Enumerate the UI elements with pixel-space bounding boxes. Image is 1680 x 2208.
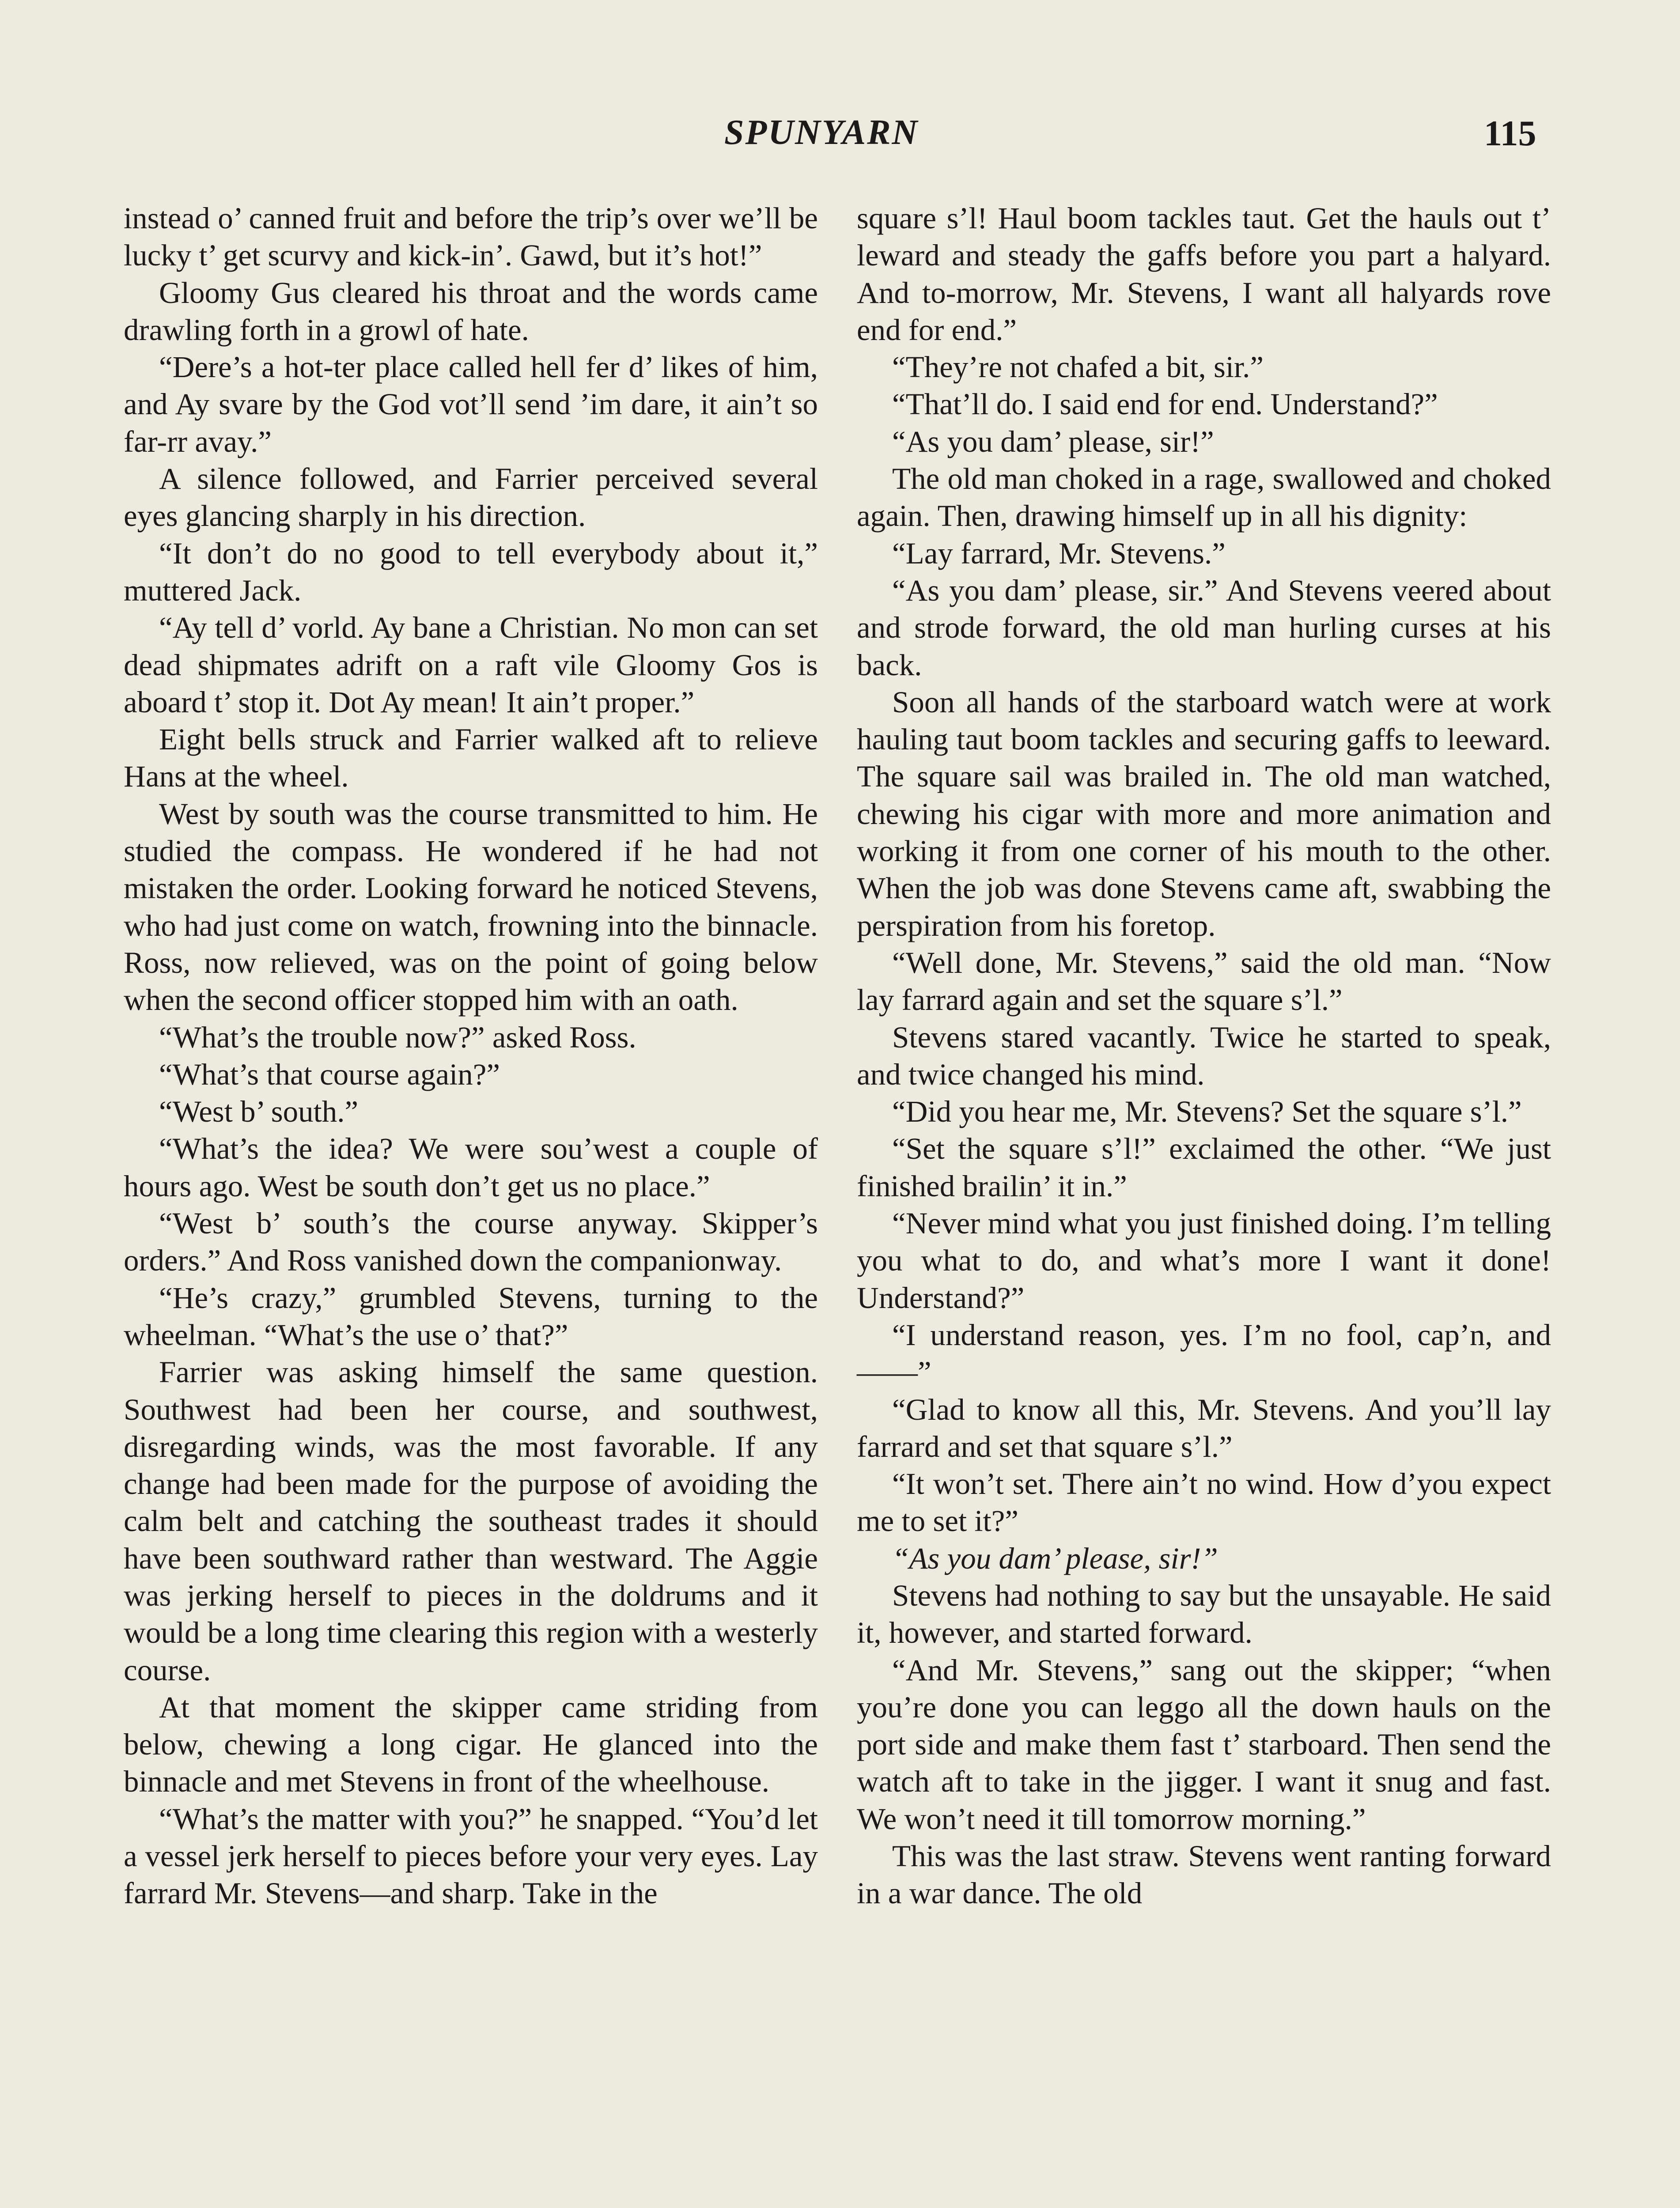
- paragraph: “West b’ south’s the course anyway. Skipper’s orders.” And Ross vanished down the companionway.: [124, 1206, 818, 1278]
- paragraph: “Lay farrard, Mr. Stevens.”: [892, 536, 1226, 570]
- left-column: [124, 200, 818, 1912]
- paragraph: The old man choked in a rage, swallowed and choked again. Then, drawing himself up in all his dignity:: [857, 462, 1551, 533]
- paragraph: Farrier was asking himself the same question. Southwest had been her course, and southwest, disregarding winds, was the most favorable. If any change had been made for the purpose of avoiding the calm belt and catching the southeast trades it should have been southward rather than westward. The Aggie was jerking herself to pieces in the doldrums and it would be a long time clearing this region with a westerly course.: [124, 1355, 818, 1687]
- paragraph: square s’l! Haul boom tackles taut. Get the hauls out t’ leward and steady the gaffs before you part a halyard. And to-morrow, Mr. Stevens, I want all halyards rove end for end.”: [857, 201, 1551, 347]
- paragraph: “West b’ south.”: [159, 1095, 359, 1129]
- paragraph: Stevens had nothing to say but the unsayable. He said it, however, and started forward.: [857, 1578, 1551, 1650]
- paragraph: “As you dam’ please, sir!”: [892, 424, 1214, 458]
- page-header: [0, 113, 1680, 166]
- paragraph: “And Mr. Stevens,” sang out the skipper; “when you’re done you can leggo all the down hauls on the port side and make them fast t’ starboard. Then send the watch aft to take in the jigger. I want it snug and fast. We won’t need it till tomorrow morning.”: [857, 1653, 1551, 1836]
- paragraph: A silence followed, and Farrier perceived several eyes glancing sharply in his direction.: [124, 462, 818, 533]
- paragraph: “As you dam’ please, sir!”: [892, 1541, 1218, 1575]
- paragraph: This was the last straw. Stevens went ranting forward in a war dance. The old: [857, 1839, 1551, 1910]
- paragraph: “It won’t set. There ain’t no wind. How d’you expect me to set it?”: [857, 1467, 1551, 1538]
- paragraph: “Dere’s a hot-ter place called hell fer d’ likes of him, and Ay svare by the God vot’ll send ’im dare, it ain’t so far-rr avay.”: [124, 350, 818, 458]
- paragraph: “What’s the idea? We were sou’west a couple of hours ago. West be south don’t get us no place.”: [124, 1132, 818, 1203]
- paragraph: “Well done, Mr. Stevens,” said the old man. “Now lay farrard again and set the square s’l.”: [857, 945, 1551, 1017]
- paragraph: Gloomy Gus cleared his throat and the words came drawling forth in a growl of hate.: [124, 276, 818, 347]
- paragraph: “That’ll do. I said end for end. Understand?”: [892, 387, 1438, 421]
- paragraph: instead o’ canned fruit and before the trip’s over we’ll be lucky t’ get scurvy and kick-in’. Gawd, but it’s hot!”: [124, 201, 818, 272]
- paragraph: “Set the square s’l!” exclaimed the other. “We just finished brailin’ it in.”: [857, 1132, 1551, 1203]
- paragraph: “I understand reason, yes. I’m no fool, cap’n, and——”: [857, 1318, 1551, 1389]
- paragraph: “What’s the matter with you?” he snapped. “You’d let a vessel jerk herself to pieces before your very eyes. Lay farrard Mr. Stevens—and sharp. Take in the: [124, 1802, 818, 1910]
- paragraph: “Never mind what you just finished doing. I’m telling you what to do, and what’s more I want it done! Understand?”: [857, 1206, 1551, 1315]
- paragraph: “Glad to know all this, Mr. Stevens. And you’ll lay farrard and set that square s’l.”: [857, 1392, 1551, 1463]
- paragraph: “What’s that course again?”: [159, 1057, 500, 1091]
- paragraph: “Did you hear me, Mr. Stevens? Set the square s’l.”: [892, 1095, 1522, 1129]
- paragraph: “Ay tell d’ vorld. Ay bane a Christian. No mon can set dead shipmates adrift on a raft vile Gloomy Gos is aboard t’ stop it. Dot Ay mean! It ain’t proper.”: [124, 611, 818, 719]
- paragraph: Soon all hands of the starboard watch were at work hauling taut boom tackles and securing gaffs to leeward. The square sail was brailed in. The old man watched, chewing his cigar with more and more animation and working it from one corner of his mouth to the other. When the job was done Stevens came aft, swabbing the perspiration from his foretop.: [857, 685, 1551, 942]
- paragraph: At that moment the skipper came striding from below, chewing a long cigar. He glanced into the binnacle and met Stevens in front of the wheelhouse.: [124, 1690, 818, 1799]
- paragraph: “He’s crazy,” grumbled Stevens, turning to the wheelman. “What’s the use o’ that?”: [124, 1281, 818, 1352]
- paragraph: West by south was the course transmitted to him. He studied the compass. He wondered if he had not mistaken the order. Looking forward he noticed Stevens, who had just come on watch, frowning into the binnacle. Ross, now relieved, was on the point of going below when the second officer stopped him with an oath.: [124, 797, 818, 1017]
- paragraph: “They’re not chafed a bit, sir.”: [892, 350, 1264, 384]
- running-title: SPUNYARN: [724, 113, 919, 152]
- right-column: [857, 200, 1551, 1912]
- paragraph: “What’s the trouble now?” asked Ross.: [159, 1020, 636, 1054]
- paragraph: “It don’t do no good to tell everybody about it,” muttered Jack.: [124, 536, 818, 607]
- paragraph: “As you dam’ please, sir.” And Stevens veered about and strode forward, the old man hurling curses at his back.: [857, 573, 1551, 682]
- page-number: 115: [1484, 113, 1536, 153]
- paragraph: Eight bells struck and Farrier walked aft to relieve Hans at the wheel.: [124, 722, 818, 794]
- paragraph: Stevens stared vacantly. Twice he started to speak, and twice changed his mind.: [857, 1020, 1551, 1091]
